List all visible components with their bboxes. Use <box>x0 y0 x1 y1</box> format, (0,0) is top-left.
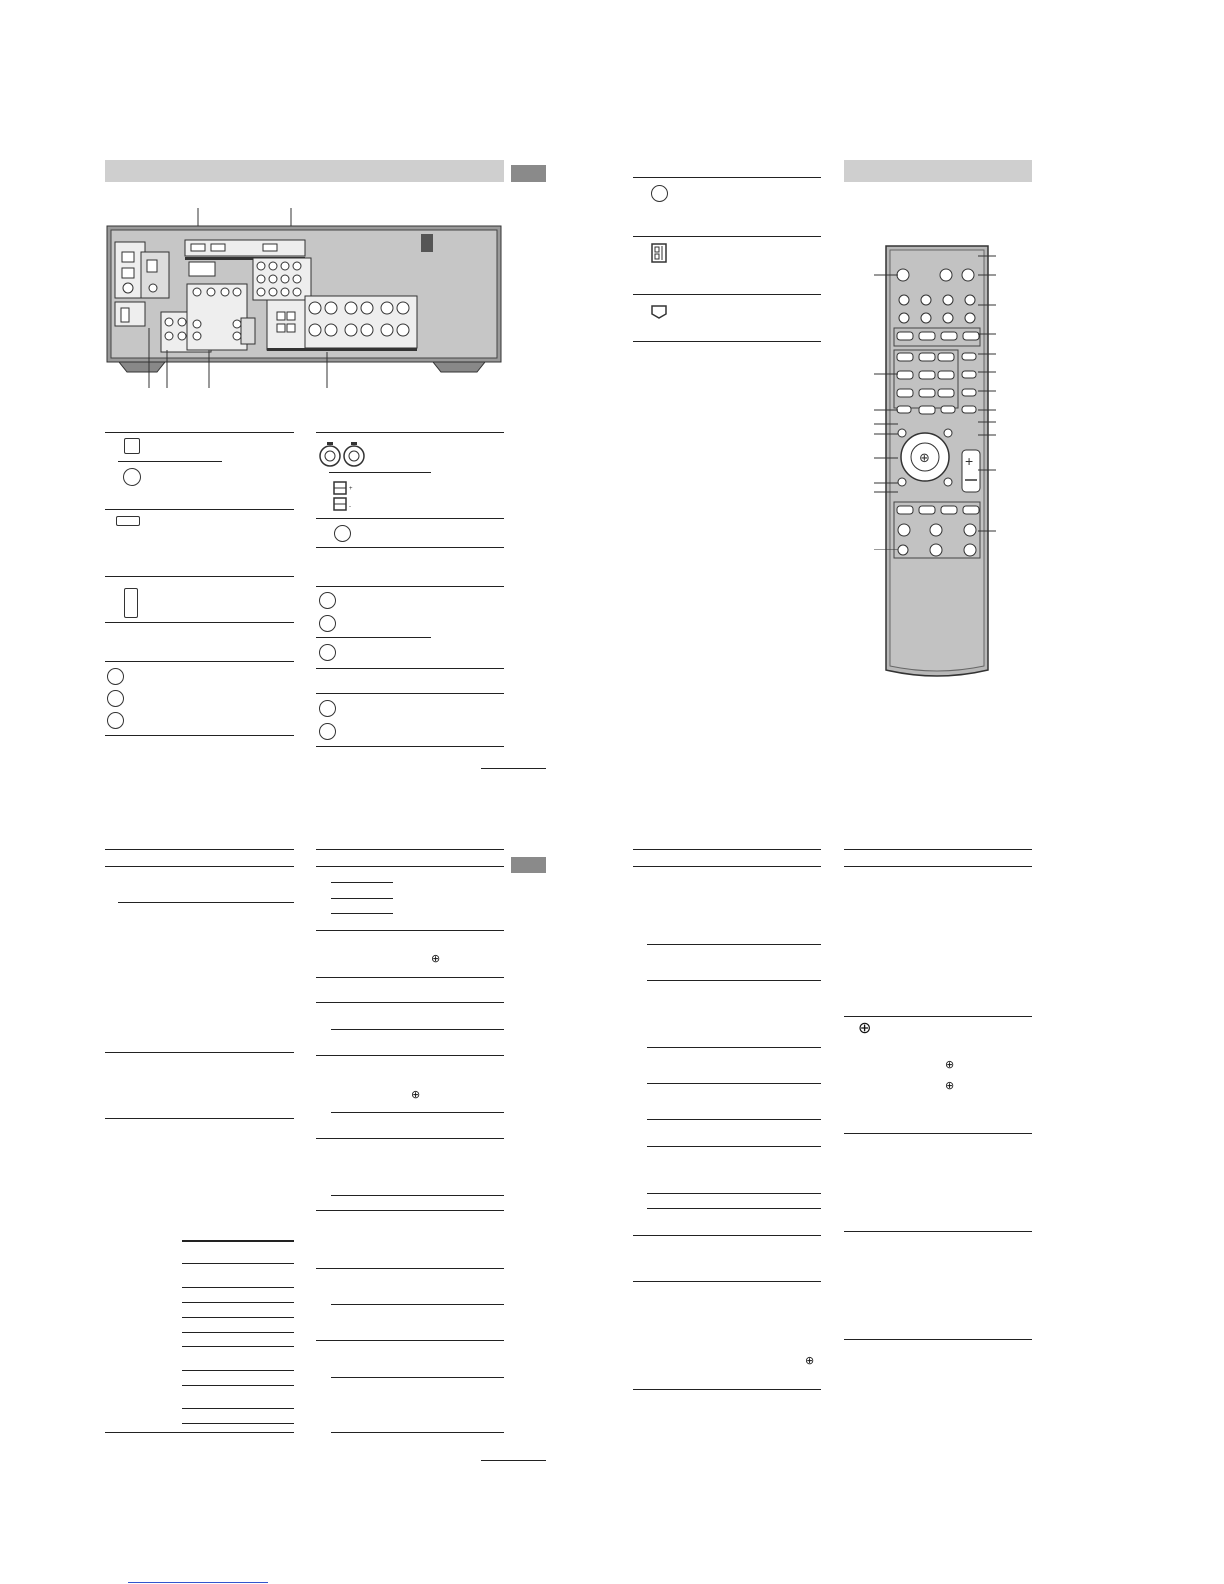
table-rule <box>633 177 821 178</box>
table-rule <box>316 1002 504 1003</box>
table-rule <box>105 509 294 510</box>
usb-port-icon <box>124 588 138 618</box>
footer-link-underline <box>128 1582 268 1583</box>
table-rule <box>182 1408 294 1409</box>
table-rule <box>647 1208 821 1209</box>
table-rule <box>105 576 294 577</box>
table-rule <box>316 432 504 433</box>
ground-plus-icon: ⊕ <box>805 1354 815 1367</box>
table-rule <box>331 1029 504 1030</box>
table-rule <box>182 1287 294 1288</box>
rca-jack-icon <box>107 668 124 685</box>
table-rule <box>182 1317 294 1318</box>
table-rule <box>105 661 294 662</box>
table-rule <box>844 1339 1032 1340</box>
table-rule <box>105 849 294 850</box>
table-rule <box>316 637 431 638</box>
table-rule <box>633 294 821 295</box>
table-rule <box>331 1195 504 1196</box>
speaker-terminal-icon <box>318 440 366 468</box>
ground-plus-icon: ⊕ <box>945 1079 955 1092</box>
ground-plus-icon: ⊕ <box>858 1018 872 1037</box>
speaker-terminal-icon <box>650 243 670 263</box>
table-rule <box>316 977 504 978</box>
table-rule <box>331 1377 504 1378</box>
table-rule <box>331 1304 504 1305</box>
rca-jack-icon <box>107 712 124 729</box>
table-rule <box>182 1263 294 1264</box>
rca-jack-icon <box>107 690 124 707</box>
table-rule <box>844 866 1032 867</box>
table-rule <box>118 902 294 903</box>
table-rule <box>844 849 1032 850</box>
table-rule <box>182 1423 294 1424</box>
table-rule <box>182 1332 294 1333</box>
coaxial-jack-icon <box>651 185 668 202</box>
table-rule <box>105 735 294 736</box>
table-rule <box>105 432 294 433</box>
receiver-rear-panel-icon <box>105 200 505 390</box>
section-header-band <box>844 160 1032 182</box>
section-tab <box>511 165 546 182</box>
table-rule <box>633 849 821 850</box>
section-tab <box>511 857 546 873</box>
receiver-rear-panel-illustration <box>105 200 505 390</box>
table-rule <box>633 341 821 342</box>
rca-jack-icon <box>319 723 336 740</box>
rca-jack-icon <box>319 615 336 632</box>
table-rule <box>182 1346 294 1347</box>
table-rule <box>633 236 821 237</box>
svg-text:⊕: ⊕ <box>919 451 930 466</box>
continued-rule <box>481 768 546 769</box>
svg-text:+: + <box>349 486 353 492</box>
ground-plus-icon: ⊕ <box>431 952 441 965</box>
table-rule <box>633 1235 821 1236</box>
table-rule <box>316 1210 504 1211</box>
section-header-band <box>105 160 504 182</box>
table-rule <box>316 1138 504 1139</box>
rca-jack-icon <box>334 525 351 542</box>
table-rule <box>105 1432 294 1433</box>
remote-callouts <box>870 250 1000 550</box>
hdmi-jack-icon <box>116 516 140 526</box>
table-rule <box>316 1340 504 1341</box>
rca-jack-icon <box>319 644 336 661</box>
antenna-jack-icon <box>650 304 668 320</box>
table-rule <box>633 1389 821 1390</box>
table-rule <box>182 1302 294 1303</box>
table-rule <box>331 1432 504 1433</box>
table-rule <box>316 746 504 747</box>
table-rule <box>316 930 504 931</box>
table-rule <box>316 547 504 548</box>
table-rule <box>316 668 504 669</box>
table-rule <box>182 1370 294 1371</box>
table-rule <box>105 1118 294 1119</box>
table-rule <box>647 1119 821 1120</box>
rca-jack-icon <box>319 592 336 609</box>
table-rule <box>316 1055 504 1056</box>
table-rule <box>331 913 393 914</box>
table-rule <box>316 1268 504 1269</box>
table-rule <box>647 944 821 945</box>
table-rule <box>844 1133 1032 1134</box>
ground-plus-icon: ⊕ <box>411 1088 421 1101</box>
table-rule <box>182 1385 294 1386</box>
rca-jack-icon <box>319 700 336 717</box>
coaxial-jack-icon <box>123 468 141 486</box>
optical-jack-icon <box>124 438 140 454</box>
table-rule <box>316 866 504 867</box>
table-rule <box>329 472 431 473</box>
table-rule <box>331 882 393 883</box>
table-rule <box>105 866 294 867</box>
table-rule <box>105 1052 294 1053</box>
svg-text:+: + <box>965 453 974 469</box>
table-rule <box>316 586 504 587</box>
table-rule <box>331 898 393 899</box>
table-rule <box>105 622 294 623</box>
speaker-terminal-icon <box>332 480 354 514</box>
table-rule <box>844 1231 1032 1232</box>
table-rule <box>647 1146 821 1147</box>
continued-rule <box>481 1460 546 1461</box>
table-rule <box>316 849 504 850</box>
table-rule <box>844 1016 1032 1017</box>
svg-text:-: - <box>349 504 351 510</box>
table-rule <box>331 1112 504 1113</box>
ground-plus-icon: ⊕ <box>945 1058 955 1071</box>
table-rule <box>118 461 222 462</box>
table-rule <box>182 1240 294 1242</box>
table-rule <box>647 1083 821 1084</box>
table-rule <box>647 980 821 981</box>
table-rule <box>647 1193 821 1194</box>
table-rule <box>316 518 504 519</box>
table-rule <box>633 866 821 867</box>
table-rule <box>633 1281 821 1282</box>
table-rule <box>316 693 504 694</box>
table-rule <box>647 1047 821 1048</box>
